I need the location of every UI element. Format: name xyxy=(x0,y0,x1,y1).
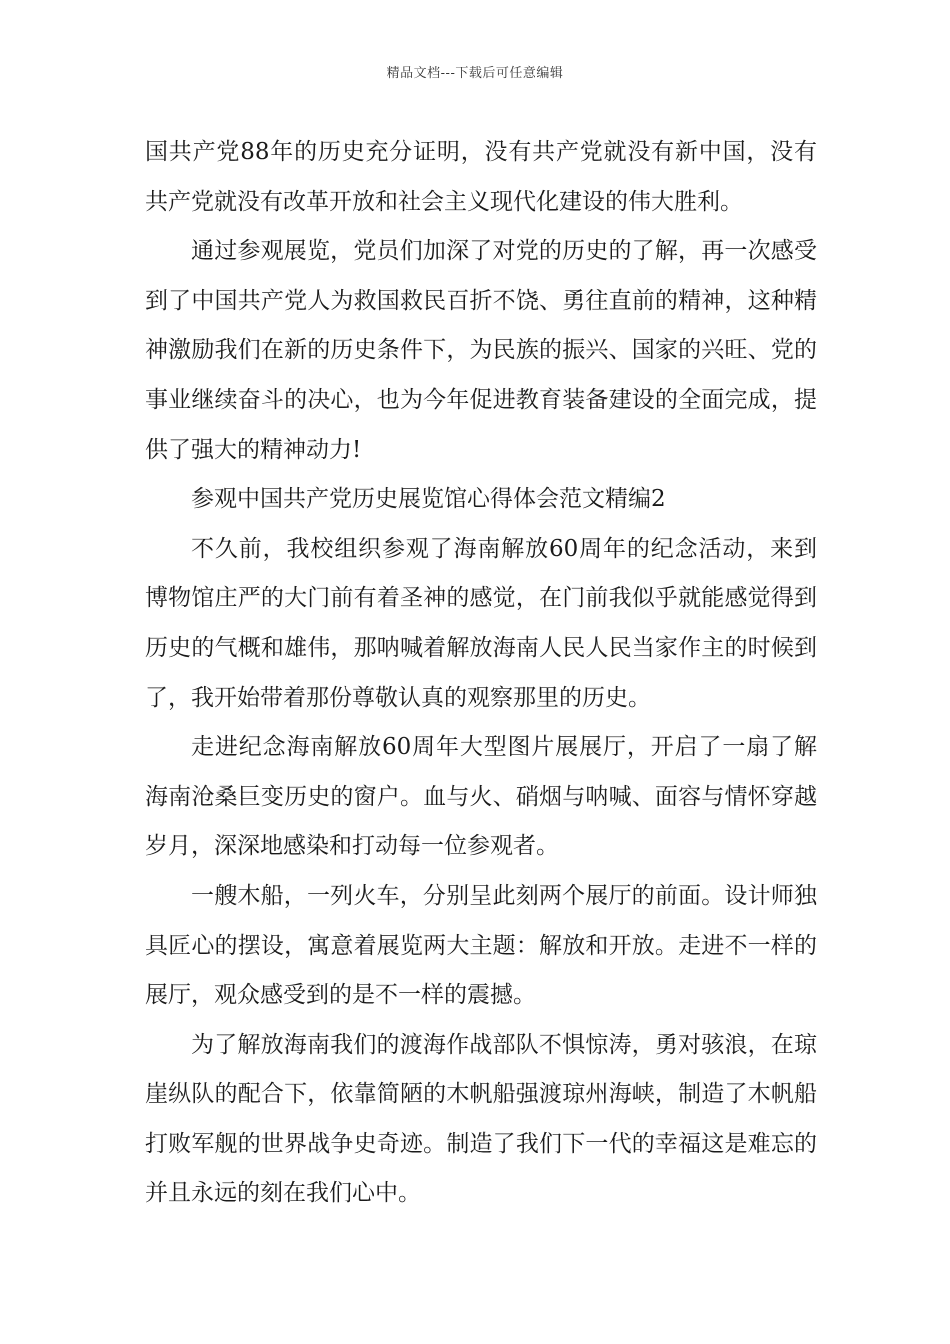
document-body xyxy=(145,128,817,1219)
paragraph-3: 不久前，我校组织参观了海南解放60周年的纪念活动，来到博物馆庄严的大门前有着圣神的感觉，在门前我似乎就能感觉得到历史的气概和雄伟，那呐喊着解放海南人民人民当家作主的时候到了，我开始带着那份尊敬认真的观察那里的历史。 xyxy=(145,535,817,711)
paragraph-5: 一艘木船，一列火车，分别呈此刻两个展厅的前面。设计师独具匠心的摆设，寓意着展览两大主题：解放和开放。走进不一样的展厅，观众感受到的是不一样的震撼。 xyxy=(145,882,817,1009)
page-header: 精品文档---下载后可任意编辑 xyxy=(386,66,564,81)
section-heading: 参观中国共产党历史展览馆心得体会范文精编2 xyxy=(191,486,666,513)
paragraph-1: 国共产党88年的历史充分证明，没有共产党就没有新中国，没有共产党就没有改革开放和社会主义现代化建设的伟大胜利。 xyxy=(145,139,817,215)
paragraph-6: 为了解放海南我们的渡海作战部队不惧惊涛，勇对骇浪，在琼崖纵队的配合下，依靠简陋的木帆船强渡琼州海峡，制造了木帆船打败军舰的世界战争史奇迹。制造了我们下一代的幸福这是难忘的并且永远的刻在我们心中。 xyxy=(145,1031,817,1207)
paragraph-4: 走进纪念海南解放60周年大型图片展展厅，开启了一扇了解海南沧桑巨变历史的窗户。血与火、硝烟与呐喊、面容与情怀穿越岁月，深深地感染和打动每一位参观者。 xyxy=(145,734,817,860)
paragraph-2: 通过参观展览，党员们加深了对党的历史的了解，再一次感受到了中国共产党人为救国救民百折不饶、勇往直前的精神，这种精神激励我们在新的历史条件下，为民族的振兴、国家的兴旺、党的事业继续奋斗的决心，也为今年促进教育装备建设的全面完成，提供了强大的精神动力! xyxy=(145,238,817,463)
